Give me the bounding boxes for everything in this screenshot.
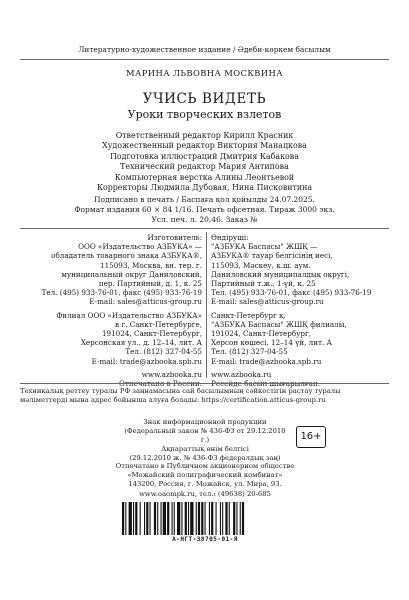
credits-block — [20, 131, 389, 193]
barcode-bar — [177, 502, 180, 535]
left-branch-line: Тел. (812) 327-04-55 — [125, 347, 202, 357]
right-branch-line: "АЗБУКА Баспасы" ЖШҚ филиалы, — [211, 319, 347, 329]
right-manufacturer-line: E-mail: sales@atticus-group.ru — [211, 297, 324, 307]
printer-line: Отпечатано в Публичном акционерном обществе — [115, 462, 295, 470]
left-branch-line: Херсонская ул., д. 12–14, лит. А — [80, 338, 202, 348]
lower-divider — [20, 383, 389, 384]
certification-note — [20, 387, 389, 404]
right-manufacturer-line: Тел. (495) 933-76-01, факс (495) 933-76-19 — [211, 288, 372, 298]
right-branch-line: 191024, Санкт-Петербург, — [211, 329, 312, 339]
credit-line: Художественный редактор Виктория Манацкова — [102, 141, 307, 151]
certification-line: Техникалық реттеу туралы РФ заңнамасына сай басылымның сәйкестігін растау туралы — [20, 387, 341, 395]
left-manufacturer-line: Тел. (495) 933-76-01, факс (495) 933-76-19 — [41, 288, 202, 298]
printer-line: «Можайский полиграфический комбинат» — [127, 471, 283, 480]
left-web-line: Отпечатано в России. — [118, 379, 202, 389]
certification-line: мәліметтерді мына адрес бойынша алуға болады: https://certification.atticus-group.ru — [20, 395, 326, 404]
barcode-bar — [146, 502, 148, 535]
print-info-line: Формат издания 60 × 84 1/16. Печать офсетная. Тираж 3000 экз. — [74, 204, 335, 214]
right-web-line: Ресейде басып шығарылған. — [211, 379, 321, 389]
barcode-bar — [125, 502, 126, 535]
left-manufacturer-line: ООО «Издательство АЗБУКА» — — [78, 242, 202, 252]
barcode-bar — [157, 502, 158, 535]
barcode-bar — [150, 502, 151, 535]
left-manufacturer-line: E-mail: sales@atticus-group.ru — [89, 297, 202, 307]
barcode-bar — [198, 502, 200, 535]
info-sign-block — [120, 418, 290, 463]
barcode-bar — [205, 502, 206, 535]
left-branch-line: в г. Санкт-Петербурге, — [115, 319, 202, 329]
barcode-bar — [122, 502, 124, 535]
top-divider — [20, 59, 389, 60]
left-column — [18, 233, 202, 388]
barcode-bar — [129, 502, 132, 535]
barcode-image — [122, 502, 288, 535]
right-web-line: www.azbooka.ru — [211, 369, 272, 379]
left-web-line: www.azbooka.ru — [141, 369, 202, 379]
credit-line: Ответственный редактор Кирилл Красник — [115, 131, 294, 140]
print-info-block — [20, 195, 389, 224]
barcode-code: А-НГТ-38705-01-Я — [172, 536, 238, 543]
printer-line: www.oaompk.ru, тел.: (49638) 20-685 — [139, 489, 271, 498]
printer-block — [60, 462, 350, 499]
barcode-bar — [140, 502, 141, 535]
credit-line: Корректоры Людмила Дубовая, Нина Писковитина — [96, 183, 313, 193]
barcode-bar — [161, 502, 162, 535]
barcode-bar — [233, 502, 235, 535]
left-manufacturer-line: муниципальный округ Даниловский, — [61, 269, 202, 279]
right-manufacturer-line: АЗБУКА® тауар белгісінің иесі, — [211, 251, 333, 261]
left-manufacturer-line: Изготовитель: — [147, 233, 202, 242]
column-separator — [206, 232, 207, 378]
right-manufacturer-line: Партийный т.ж., 1-үй, к. 25 — [211, 279, 316, 289]
barcode-bar — [172, 502, 173, 535]
barcode-bar — [133, 502, 134, 535]
left-manufacturer-line: 115093, Москва, вн. тер. г. — [100, 260, 202, 270]
barcode-bar — [240, 502, 241, 535]
right-branch-line: Херсон көшесі, 12–14 үй, лит. А — [211, 338, 332, 348]
barcode-bar — [144, 502, 145, 535]
print-info-line: Подписано в печать / Баспаға қол қойылды 24.07.2025. — [94, 195, 315, 204]
barcode-bar — [201, 502, 203, 535]
mid-divider — [20, 228, 389, 229]
credit-line: Технический редактор Мария Антипова — [120, 162, 289, 172]
barcode-bar — [242, 502, 244, 535]
right-branch-line: E-mail: trade@azbooka.spb.ru — [211, 356, 322, 366]
barcode-bar — [216, 502, 217, 535]
barcode-bar — [225, 502, 227, 535]
right-manufacturer-line: "АЗБУКА Баспасы" ЖШҚ — — [211, 242, 318, 252]
barcode-bar — [236, 502, 237, 535]
barcode-bar — [188, 502, 189, 535]
left-manufacturer-line: пер. Партийный, д. 1, к. 25 — [98, 279, 202, 289]
printer-line: 143200, Россия, г. Можайск, ул. Мира, 93. — [128, 480, 282, 489]
barcode-bar — [190, 502, 193, 535]
info-sign-line: (Федеральный закон № 436-ФЗ от 29.12.2010 г.) — [124, 427, 286, 444]
right-manufacturer-line: Даниловский муниципалдық округі, — [211, 269, 350, 279]
barcode-bar — [174, 502, 175, 535]
barcode-bar — [135, 502, 137, 535]
genre-line: Литературно-художественное издание / Әдеби-көркем басылым — [78, 45, 331, 54]
barcode-bar — [154, 502, 156, 535]
barcode-bar — [222, 502, 223, 535]
right-manufacturer-line: 115093, Мәскеу, к.ш. аум. — [211, 260, 311, 270]
barcode-bar — [220, 502, 221, 535]
barcode-bar — [167, 502, 169, 535]
barcode-bar — [209, 502, 210, 535]
info-sign-line: Знак информационной продукции — [143, 418, 267, 426]
barcode-bar — [196, 502, 197, 535]
left-branch-line: Филиал ООО «Издательство АЗБУКА» — [56, 310, 202, 320]
book-subtitle: Уроки творческих взлетов — [127, 108, 282, 121]
barcode-bar — [181, 502, 182, 535]
right-branch-line: Санкт-Петербург қ. — [211, 310, 286, 320]
left-branch-line: E-mail: trade@azbooka.spb.ru — [91, 356, 202, 366]
info-sign-line: Ақпараттық өнім белгісі — [161, 445, 249, 453]
left-branch-line: 191024, Санкт-Петербург, — [101, 329, 202, 339]
info-sign-line: (29.12.2010 ж. № 436-ФЗ федералдық заң) — [129, 454, 281, 462]
print-info-line: Усл. печ. л. 20,46. Заказ № — [151, 214, 258, 224]
book-title: УЧИСЬ ВИДЕТЬ — [142, 91, 267, 107]
barcode-bar — [163, 502, 166, 535]
credit-line: Компьютерная верстка Алины Леонтьевой — [114, 172, 295, 182]
right-branch-line: Тел. (812) 327-04-55 — [211, 347, 288, 357]
credit-line: Подготовка иллюстраций Дмитрия Кабакова — [110, 151, 299, 161]
author-name: МАРИНА ЛЬВОВНА МОСКВИНА — [126, 68, 283, 78]
right-manufacturer-line: Өндіруші: — [211, 233, 249, 242]
barcode-bar — [211, 502, 213, 535]
right-column — [211, 233, 391, 388]
barcode-bar — [229, 502, 230, 535]
age-rating-badge: 16+ — [296, 426, 326, 448]
left-manufacturer-line: обладатель товарного знака АЗБУКА®, — [51, 251, 202, 261]
barcode-bar — [185, 502, 187, 535]
